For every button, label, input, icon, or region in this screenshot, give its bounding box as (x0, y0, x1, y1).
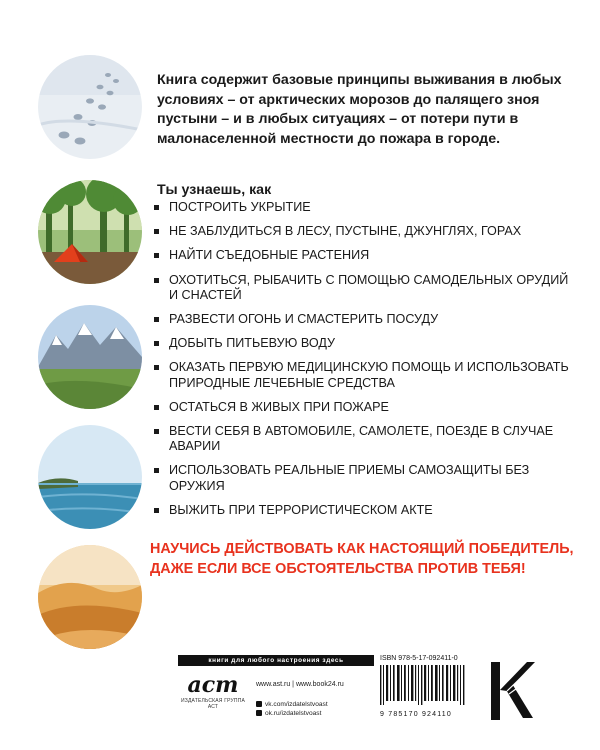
isbn-digits: 9 785170 924110 (380, 711, 452, 718)
list-item: НЕ ЗАБЛУДИТЬСЯ В ЛЕСУ, ПУСТЫНЕ, ДЖУНГЛЯХ, ГОРАХ (150, 224, 570, 239)
list-item: ОСТАТЬСЯ В ЖИВЫХ ПРИ ПОЖАРЕ (150, 400, 570, 415)
isbn-label: ISBN 978-5-17-092411-0 (380, 655, 458, 662)
publisher-urls: www.ast.ru | www.book24.ru (256, 681, 344, 688)
list-item: ДОБЫТЬ ПИТЬЕВУЮ ВОДУ (150, 336, 570, 351)
barcode (380, 665, 468, 705)
tagline-bar: книги для любого настроения здесь (178, 655, 374, 666)
mountains-photo (38, 305, 142, 409)
publisher-block (178, 655, 374, 717)
sea-coast-photo (38, 425, 142, 529)
social-links (256, 700, 328, 718)
call-to-action: НАУЧИСЬ ДЕЙСТВОВАТЬ КАК НАСТОЯЩИЙ ПОБЕДИТЕЛЬ, ДАЖЕ ЕСЛИ ВСЕ ОБСТОЯТЕЛЬСТВА ПРОТИВ ТЕБЯ! (150, 541, 574, 577)
intro-paragraph: Книга содержит базовые принципы выживания в любых условиях – от арктических морозов до палящего зноя пустыни – и в любых ситуациях – от потери пути в малонаселенной местности до пожара в городе. (157, 72, 562, 147)
list-item: РАЗВЕСТИ ОГОНЬ И СМАСТЕРИТЬ ПОСУДУ (150, 312, 570, 327)
snow-footprints-photo (38, 55, 142, 159)
list-item: ПОСТРОИТЬ УКРЫТИЕ (150, 200, 570, 215)
vk-icon (256, 701, 262, 707)
desert-dunes-photo (38, 545, 142, 649)
list-item: ОХОТИТЬСЯ, РЫБАЧИТЬ С ПОМОЩЬЮ САМОДЕЛЬНЫХ ОРУДИЙ И СНАСТЕЙ (150, 273, 570, 303)
publisher-sub: ИЗДАТЕЛЬСКАЯ ГРУППА АСТ (180, 698, 246, 710)
list-item: ОКАЗАТЬ ПЕРВУЮ МЕДИЦИНСКУЮ ПОМОЩЬ И ИСПОЛЬЗОВАТЬ ПРИРОДНЫЕ ЛЕЧЕБНЫЕ СРЕДСТВА (150, 360, 570, 390)
vk-link[interactable]: vk.com/izdatelstvoast (265, 701, 328, 708)
ok-link[interactable]: ok.ru/izdatelstvoast (265, 710, 322, 717)
list-lead-heading: Ты узнаешь, как (157, 182, 272, 198)
publisher-logo (178, 672, 248, 710)
k-logo-icon (487, 660, 535, 722)
forest-tent-photo (38, 180, 142, 284)
isbn-block (380, 655, 470, 718)
list-item: НАЙТИ СЪЕДОБНЫЕ РАСТЕНИЯ (150, 248, 570, 263)
ok-icon (256, 710, 262, 716)
publisher-mark: аст (187, 672, 239, 698)
list-item: ВЕСТИ СЕБЯ В АВТОМОБИЛЕ, САМОЛЕТЕ, ПОЕЗДЕ В СЛУЧАЕ АВАРИИ (150, 424, 570, 454)
list-item: ВЫЖИТЬ ПРИ ТЕРРОРИСТИЧЕСКОМ АКТЕ (150, 503, 570, 518)
skills-list (150, 200, 570, 527)
list-item: ИСПОЛЬЗОВАТЬ РЕАЛЬНЫЕ ПРИЕМЫ САМОЗАЩИТЫ БЕЗ ОРУЖИЯ (150, 463, 570, 493)
